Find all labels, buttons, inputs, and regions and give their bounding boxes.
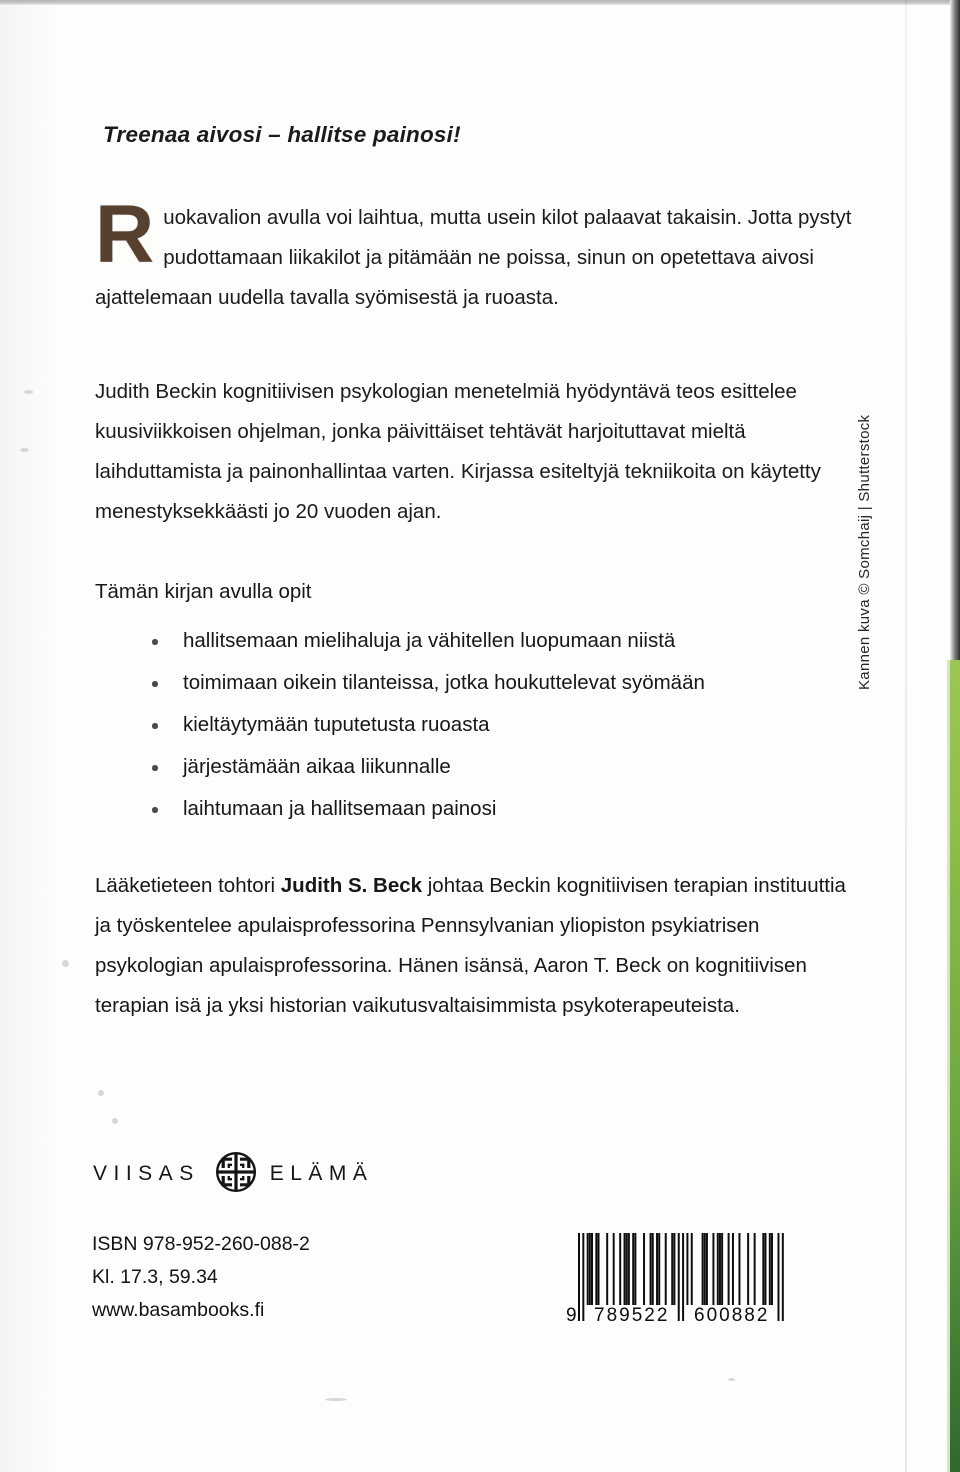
scan-speck: [728, 1378, 735, 1381]
classification-text: Kl. 17.3, 59.34: [92, 1266, 218, 1288]
barcode-group-1: 789522: [594, 1305, 670, 1326]
publisher-website: www.basambooks.fi: [92, 1299, 265, 1321]
bio-text-after-name: johtaa Beckin kognitiivisen terapian instituuttia ja työskentelee apulaisprofessorina Pennsylvanian yliopiston psykiatrisen psykologian apulaisprofessorina. Hänen isänsä, Aaron T. Beck on kognitiivisen terapian isä ja yksi historian vaikutusvaltaisimmista psykoterapeuteista.: [95, 874, 846, 1017]
lead-paragraph: [95, 189, 855, 318]
scan-speck: [325, 1398, 347, 1401]
list-item: järjestämään aikaa liikunnalle: [148, 746, 705, 788]
summary-paragraph-text: Judith Beckin kognitiivisen psykologian menetelmiä hyödyntävä teos esittelee kuusiviikkoisen ohjelman, jonka päivittäiset tehtävät harjoituttavat mieltä laihduttamista ja painonhallintaa varten. Kirjassa esiteltyjä tekniikoita on käytetty menestyksekkäästi jo 20 vuoden ajan.: [95, 380, 821, 523]
page-title: Treenaa aivosi – hallitse painosi!: [103, 122, 461, 147]
author-bio-text: [95, 866, 865, 1026]
list-item: laihtumaan ja hallitsemaan painosi: [148, 788, 705, 830]
publisher-name-right: ELÄMÄ: [269, 1162, 374, 1185]
scan-speck: [24, 390, 33, 394]
cover-green-strip: [950, 660, 960, 1472]
author-bio: [95, 866, 865, 1026]
cover-photo-credit-text: Kannen kuva © Somchaij | Shutterstock: [856, 414, 873, 690]
scan-speck: [20, 448, 29, 452]
scan-speck: [98, 1090, 104, 1096]
list-item: kieltäytymään tuputetusta ruoasta: [148, 704, 705, 746]
scan-top-edge: [0, 0, 960, 5]
bio-text-before-name: Lääketieteen tohtori: [95, 874, 281, 897]
isbn-text: ISBN 978-952-260-088-2: [92, 1233, 310, 1255]
drop-cap-letter: R: [95, 189, 155, 280]
cover-spine-edge-dark: [950, 0, 960, 664]
imprint-block: [92, 1228, 310, 1327]
viisas-elama-emblem-icon: [216, 1152, 256, 1197]
lead-paragraph-text: uokavalion avulla voi laihtua, mutta usein kilot palaavat takaisin. Jotta pystyt pudottamaan liikakilot ja pitämään ne poissa, sinun on opetettava aivosi ajattelemaan uudella tavalla syömisestä ja ruoasta.: [95, 206, 852, 309]
scan-speck: [112, 1118, 118, 1124]
publisher-name-left: VIISAS: [93, 1162, 200, 1185]
scan-speck: [62, 960, 69, 967]
scan-left-shadow: [0, 0, 58, 1472]
scan-fold-line: [905, 0, 907, 1472]
publisher-logo: [93, 1152, 373, 1196]
list-item: toimimaan oikein tilanteissa, jotka houkuttelevat syömään: [148, 662, 705, 704]
barcode-group-2: 600882: [694, 1305, 770, 1326]
author-name: Judith S. Beck: [280, 874, 423, 897]
list-item: hallitsemaan mielihaluja ja vähitellen luopumaan niistä: [148, 620, 705, 662]
barcode-lead-digit: 9: [566, 1305, 577, 1326]
benefits-list-intro: Tämän kirjan avulla opit: [95, 580, 312, 603]
benefits-list: [148, 620, 705, 830]
summary-paragraph: [95, 372, 855, 532]
